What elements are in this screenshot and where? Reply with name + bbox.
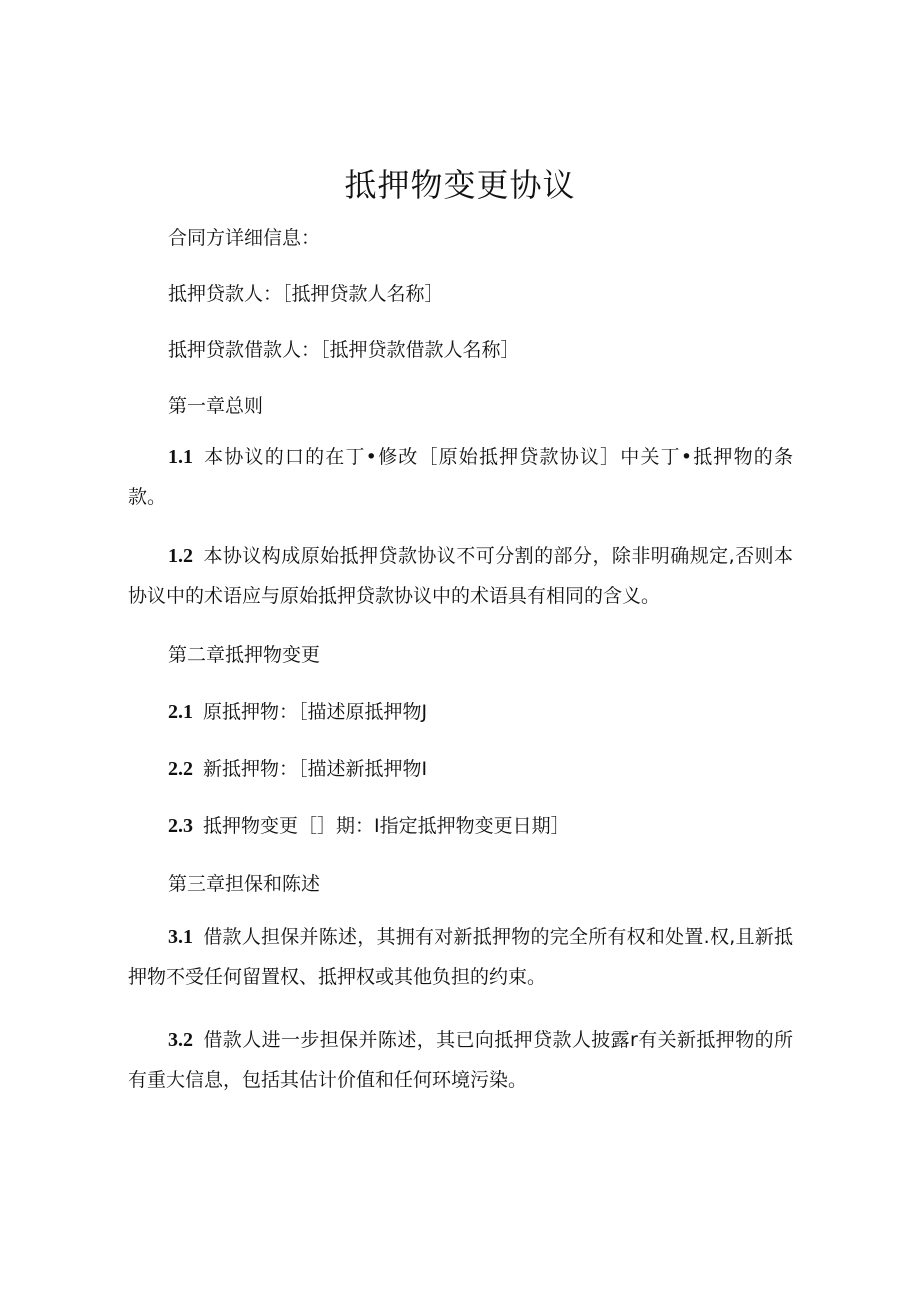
section-number: 3.1 [168, 926, 193, 948]
section-text: 新抵押物：［描述新抵押物I [203, 758, 428, 780]
section-text: 本协议构成原始抵押贷款协议不可分割的部分，除非明确规定,否则本协议中的术语应与原始抵押贷款协议中的术语具有相同的含义。 [128, 545, 793, 607]
section-2-2 [168, 756, 427, 782]
section-number: 1.1 [168, 446, 193, 468]
document-title: 抵押物变更协议 [344, 166, 576, 204]
section-text: 原抵押物：［描述原抵押物J [203, 701, 428, 723]
section-2-3 [168, 813, 570, 839]
section-number: 2.2 [168, 758, 193, 780]
section-3-2 [128, 1020, 793, 1100]
chapter1-heading: 第一章总则 [168, 395, 264, 417]
chapter3-heading: 第三章担保和陈述 [168, 873, 321, 895]
section-number: 2.3 [168, 815, 193, 837]
section-number: 3.2 [168, 1029, 193, 1051]
borrower-line: 抵押贷款借款人：［抵押贷款借款人名称］ [168, 339, 520, 361]
section-1-1 [128, 437, 793, 517]
section-number: 2.1 [168, 701, 193, 723]
section-2-1 [168, 699, 427, 725]
section-text: 借款人进一步担保并陈述，其已向抵押贷款人披露r有关新抵押物的所有重大信息，包括其估计价值和任何环境污染。 [128, 1029, 793, 1091]
section-1-2 [128, 536, 793, 616]
lender-line: 抵押贷款人：［抵押贷款人名称］ [168, 283, 444, 305]
section-3-1 [128, 917, 793, 997]
section-text: 本协议的口的在丁•修改［原始抵押贷款协议］中关丁•抵押物的条款。 [128, 446, 793, 508]
section-text: 抵押物变更［］期：I指定抵押物变更日期］ [203, 815, 570, 837]
parties-heading: 合同方详细信息： [168, 227, 321, 249]
section-text: 借款人担保并陈述，其拥有对新抵押物的完全所有权和处置.权,且新抵押物不受任何留置权、抵押权或其他负担的约束。 [128, 926, 793, 988]
chapter2-heading: 第二章抵押物变更 [168, 644, 321, 666]
section-number: 1.2 [168, 545, 193, 567]
